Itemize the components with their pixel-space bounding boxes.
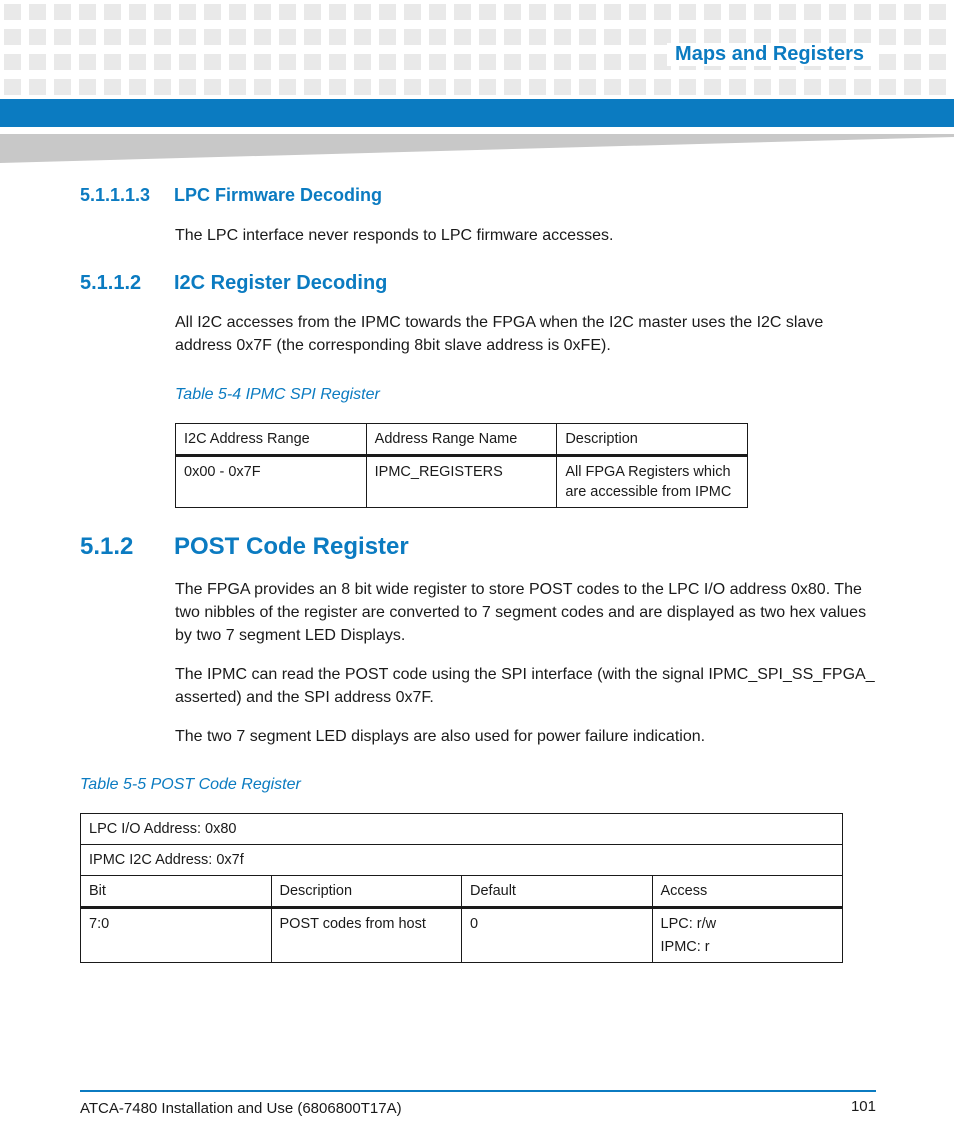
cell-address-range: 0x00 - 0x7F	[176, 456, 367, 508]
cell-access	[652, 908, 843, 963]
heading-post-code-register	[80, 533, 409, 561]
heading-i2c-register-decoding	[80, 272, 387, 295]
header-cell: Address Range Name	[366, 424, 557, 456]
ipmc-spi-register-table	[175, 423, 748, 508]
table-row	[176, 456, 748, 508]
cell-range-name: IPMC_REGISTERS	[366, 456, 557, 508]
table-header-row	[81, 876, 843, 908]
table-row	[81, 908, 843, 963]
header-cell: Description	[271, 876, 462, 908]
section-number: 5.1.1.1.3	[80, 185, 151, 205]
i2c-paragraph: All I2C accesses from the IPMC towards the FPGA when the I2C master uses the I2C slave address 0x7F (the corresponding 8bit slave address is 0xFE).	[175, 314, 824, 354]
section-title: I2C Register Decoding	[174, 272, 388, 294]
lpc-firmware-paragraph: The LPC interface never responds to LPC firmware accesses.	[175, 227, 614, 244]
footer-rule	[80, 1090, 876, 1092]
table-row	[81, 845, 843, 876]
header-grey-wedge	[0, 127, 954, 167]
table-5-5-caption: Table 5-5 POST Code Register	[80, 776, 301, 793]
header-cell: Default	[462, 876, 653, 908]
page-number: 101	[850, 1098, 876, 1115]
table-header-row	[176, 424, 748, 456]
running-header-title: Maps and Registers	[667, 43, 872, 66]
post-code-register-table	[80, 813, 843, 963]
section-title: POST Code Register	[174, 533, 409, 560]
heading-lpc-firmware-decoding	[80, 185, 382, 206]
cell-lpc-address: LPC I/O Address: 0x80	[81, 814, 843, 845]
post-paragraph-1: The FPGA provides an 8 bit wide register to store POST codes to the LPC I/O address 0x80. The two nibbles of the register are converted to 7 segment codes and are displayed as two hex values by two 7 segment LED Displays.	[175, 581, 867, 644]
post-paragraph-2: The IPMC can read the POST code using the SPI interface (with the signal IPMC_SPI_SS_FPGA_ asserted) and the SPI address 0x7F.	[175, 666, 875, 706]
header-cell: Bit	[81, 876, 272, 908]
header-blue-bar	[0, 99, 954, 127]
cell-bit: 7:0	[81, 908, 272, 963]
table-row	[81, 814, 843, 845]
cell-ipmc-address: IPMC I2C Address: 0x7f	[81, 845, 843, 876]
header-cell: Description	[557, 424, 748, 456]
post-paragraph-3: The two 7 segment LED displays are also used for power failure indication.	[175, 728, 706, 745]
header-cell: I2C Address Range	[176, 424, 367, 456]
footer-document-title: ATCA-7480 Installation and Use (6806800T17A)	[80, 1100, 402, 1117]
access-ipmc: IPMC: r	[660, 939, 710, 955]
cell-description: POST codes from host	[271, 908, 462, 963]
section-title: LPC Firmware Decoding	[174, 185, 383, 205]
table-5-4-caption: Table 5-4 IPMC SPI Register	[175, 386, 380, 403]
section-number: 5.1.1.2	[80, 272, 142, 294]
access-lpc: LPC: r/w	[660, 916, 717, 932]
section-number: 5.1.2	[80, 533, 134, 560]
header-cell: Access	[652, 876, 843, 908]
cell-description: All FPGA Registers which are accessible from IPMC	[557, 456, 748, 508]
cell-default: 0	[462, 908, 653, 963]
